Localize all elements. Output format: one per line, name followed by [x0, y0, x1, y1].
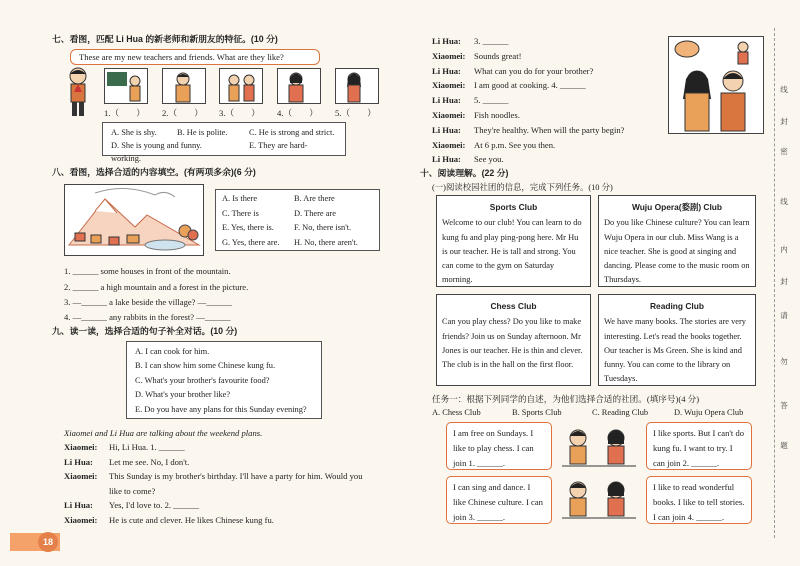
margin-char: 内: [780, 245, 788, 254]
picture-1: [104, 68, 148, 104]
student-bubble-1[interactable]: I am free on Sundays. I like to play chess. I can join 1. ______.: [446, 422, 552, 470]
section-8-title: 八、看图，选择合适的内容填空。(有两项多余)(6 分): [52, 167, 256, 177]
answer-slot-1[interactable]: 1.（ ）: [104, 108, 145, 118]
dialog-line: Li Hua: What can you do for your brother?: [432, 65, 594, 76]
dialog-line: Xiaomei: Sounds great!: [432, 50, 522, 61]
section-7-options: A. She is shy. B. He is polite. C. He is strong and strict. D. She is young and funny. E. They are hard-working.: [102, 122, 346, 156]
section-8-options: A. Is there B. Are there C. There is D. There are E. Yes, there is. F. No, there isn't. G. Yes, there are. H. No, there aren't.: [215, 189, 380, 251]
dialog-line: Li Hua: See you.: [432, 154, 504, 165]
margin-char: 封: [780, 277, 788, 286]
club-card-chess: Chess Club Can you play chess? Do you like to make friends? Join us on Sunday afternoon. Mr Jones is our teacher. He is thin and clever. The club is in the hall on the first floor.: [436, 294, 591, 386]
dialog-line: Xiaomei: He is cute and clever. He likes Chinese kung fu.: [64, 514, 274, 525]
question-8-2[interactable]: 2. ______ a high mountain and a forest in the picture.: [64, 282, 249, 292]
picture-3: [219, 68, 263, 104]
page-number: 18: [38, 532, 58, 552]
dialog-part-1: [64, 440, 394, 528]
picture-2: [162, 68, 206, 104]
student-bubble-3[interactable]: I can sing and dance. I like Chinese culture. I can join 3. ______.: [446, 476, 552, 524]
dialog-part-2: [432, 34, 662, 167]
margin-char: 题: [780, 441, 788, 450]
dialog-line: Xiaomei: At 6 p.m. See you then.: [432, 139, 556, 150]
dialog-line: Xiaomei: Hi, Li Hua. 1. ______: [64, 442, 185, 452]
section-10-subtitle: (一)阅读校园社团的信息，完成下列任务。(10 分): [432, 183, 613, 192]
students-illustration: [558, 424, 640, 524]
section-7-title: 七、看图，匹配 Li Hua 的新老师和新朋友的特征。(10 分): [52, 34, 278, 44]
dialog-illustration: [668, 36, 764, 134]
speech-bubble: These are my new teachers and friends. What are they like?: [70, 49, 320, 65]
margin-char: 封: [780, 117, 788, 126]
club-card-sports: Sports Club Welcome to our club! You can learn to do kung fu and play ping-pong here. Mr Hu is our teacher. He is tall and strong. You can come to the gym on Saturday morning.: [436, 195, 591, 287]
section-9-options: A. I can cook for him. B. I can show him some Chinese kung fu. C. What's your brother's favourite food? D. What's your brother like? E. Do you have any plans for this Sunday evening?: [126, 341, 322, 419]
margin-char: 勿: [780, 357, 788, 366]
section-10-title: 十、阅读理解。(22 分): [420, 168, 509, 178]
picture-4: [277, 68, 321, 104]
club-card-reading: Reading Club We have many books. The stories are very interesting. Let's read the books together. Our teacher is Ms Green. She is kind and funny. You can come to the library on Tuesdays.: [598, 294, 756, 386]
margin-char: 线: [780, 197, 788, 206]
margin-char: 线: [780, 85, 788, 94]
dialog-line: Xiaomei: This Sunday is my brother's birthday. I'll have a party for him. Would you: [64, 471, 363, 482]
dialog-line: Xiaomei: Fish noodles.: [432, 109, 520, 120]
village-illustration: [64, 184, 204, 256]
picture-5: [335, 68, 379, 104]
dialog-line: Li Hua: They're healthy. When will the party begin?: [432, 124, 625, 135]
dialog-intro: Xiaomei and Li Hua are talking about the weekend plans.: [64, 428, 263, 438]
answer-slot-5[interactable]: 5.（ ）: [335, 108, 376, 118]
right-page: [410, 0, 800, 566]
answer-slot-2[interactable]: 2.（ ）: [162, 108, 203, 118]
dialog-line: Li Hua: 5. ______: [432, 95, 509, 106]
question-8-3[interactable]: 3. —______ a lake beside the village? —______: [64, 297, 233, 307]
student-bubble-2[interactable]: I like sports. But I can't do kung fu. I want to try. I can join 2. ______.: [646, 422, 752, 470]
dialog-line: Li Hua: Let me see. No, I don't.: [64, 456, 190, 467]
dialog-line: like to come?: [109, 485, 156, 496]
section-9-title: 九、读一读，选择合适的句子补全对话。(10 分): [52, 326, 238, 336]
question-8-4[interactable]: 4. —______ any rabbits in the forest? —______: [64, 312, 231, 322]
dialog-line: Li Hua: 3. ______: [432, 36, 509, 46]
answer-slot-3[interactable]: 3.（ ）: [219, 108, 260, 118]
margin-char: 答: [780, 401, 788, 410]
dialog-line: Xiaomei: I am good at cooking. 4. ______: [432, 80, 586, 91]
task-1-options: A. Chess Club B. Sports Club C. Reading Club D. Wuju Opera Club: [432, 408, 744, 417]
binding-line: [774, 28, 775, 538]
student-bubble-4[interactable]: I like to read wonderful books. I like to tell stories. I can join 4. ______.: [646, 476, 752, 524]
answer-slot-4[interactable]: 4.（ ）: [277, 108, 318, 118]
margin-char: 请: [780, 311, 788, 320]
club-card-wuju-opera: Wuju Opera(婺剧) Club Do you like Chinese culture? You can learn Wuju Opera in our club. Miss Wang is a nice teacher. She is good at singing and dancing. Please come to the music room on Thursdays.: [598, 195, 756, 287]
margin-char: 密: [780, 147, 788, 156]
task-1-instruction: 任务一：根据下列同学的自述，为他们选择合适的社团。(填序号)(4 分): [432, 394, 700, 404]
question-8-1[interactable]: 1. ______ some houses in front of the mountain.: [64, 266, 231, 276]
dialog-line: Li Hua: Yes, I'd love to. 2. ______: [64, 500, 199, 511]
li-hua-illustration: [62, 66, 94, 118]
